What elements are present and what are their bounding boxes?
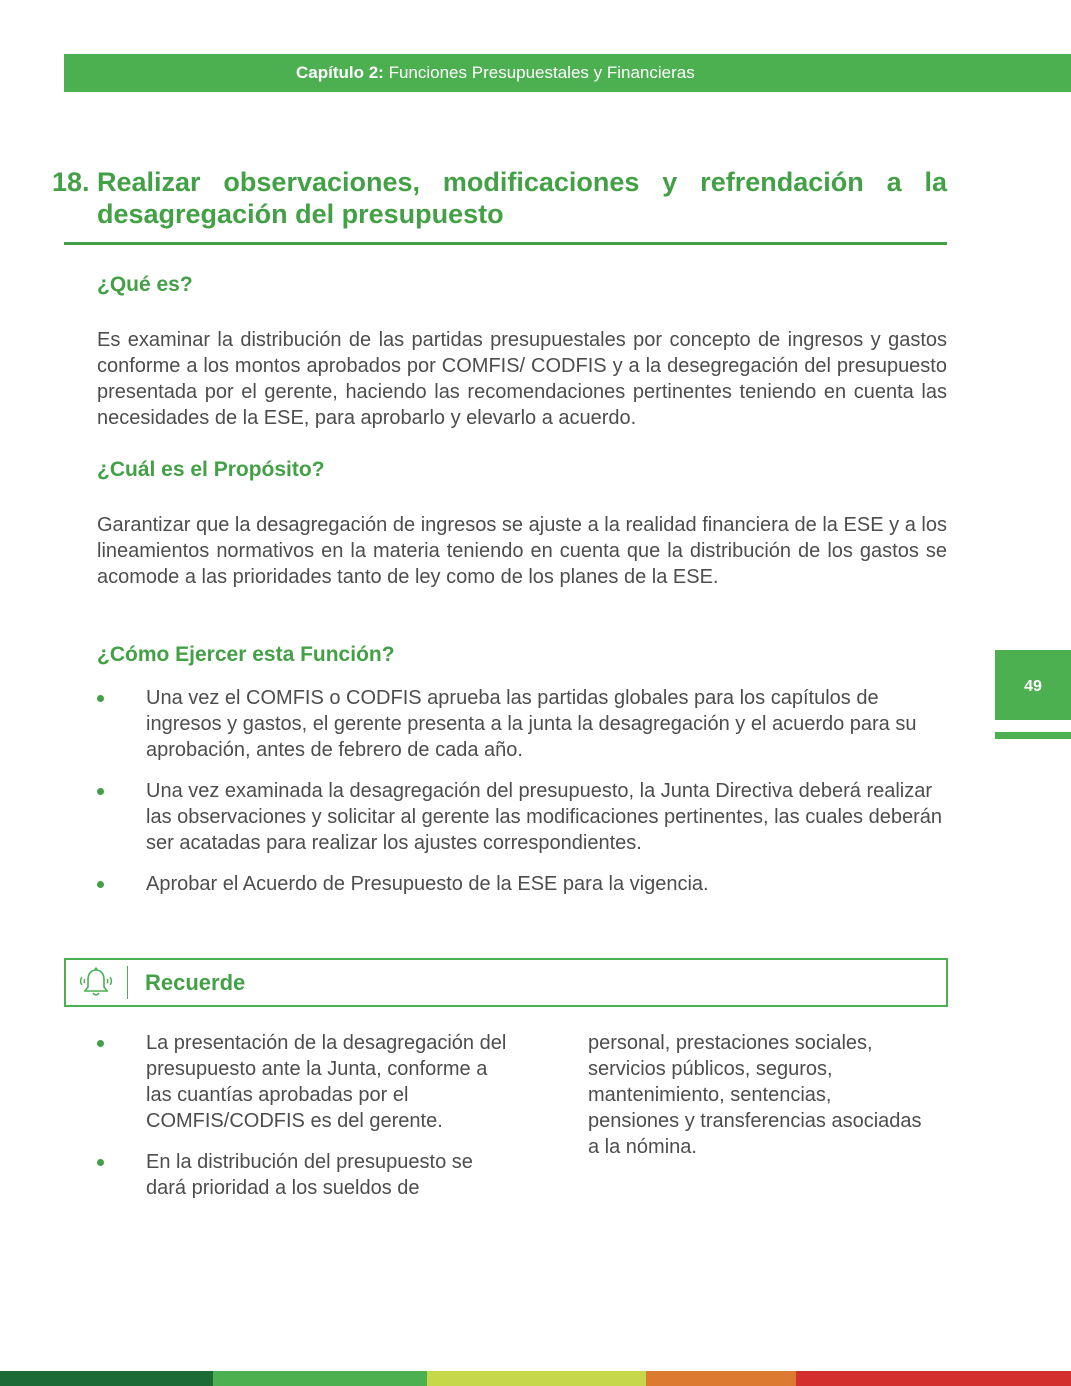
- footer-stripe-orange: [646, 1371, 796, 1386]
- que-es-paragraph: Es examinar la distribución de las partidas presupuestales por concepto de ingresos y gastos conforme a los montos aprobados por COMFIS/ CODFIS y a la desegregación del presupuesto presentada por el gerente, haciendo las recomendaciones pertinentes teniendo en cuenta las necesidades de la ESE, para aprobarlo y elevarlo a acuerdo.: [97, 329, 947, 429]
- list-item: Aprobar el Acuerdo de Presupuesto de la ESE para la vigencia.: [97, 871, 947, 897]
- chapter-title: Funciones Presupuestales y Financieras: [388, 63, 695, 82]
- footer-stripe-lime: [427, 1371, 646, 1386]
- bullet-icon: [97, 695, 104, 702]
- proposito-paragraph: Garantizar que la desagregación de ingresos se ajuste a la realidad financiera de la ESE y a los lineamientos normativos en la materia teniendo en cuenta que la distribución de los gastos se acomode a las prioridades tanto de ley como de los planes de la ESE.: [97, 514, 947, 588]
- list-item: En la distribución del presupuesto se dará prioridad a los sueldos de: [97, 1149, 517, 1201]
- recuerde-bullet-list: [97, 1030, 517, 1216]
- recuerde-label: Recuerde: [145, 970, 246, 995]
- como-heading: ¿Cómo Ejercer esta Función?: [97, 643, 395, 666]
- page-number-tab: [995, 650, 1071, 720]
- list-item: Una vez el COMFIS o CODFIS aprueba las partidas globales para los capítulos de ingresos y gastos, el gerente presenta a la junta la desagregación y el acuerdo para su aprobación, antes de febrero de cada año.: [97, 685, 947, 763]
- como-bullet-list: [97, 685, 947, 912]
- chapter-header-bar: [64, 54, 1071, 92]
- footer-stripe-green: [213, 1371, 427, 1386]
- bullet-icon: [97, 1040, 104, 1047]
- chapter-label: Capítulo 2:: [296, 63, 384, 82]
- title-divider: [64, 242, 947, 245]
- footer-stripe-red: [796, 1371, 1071, 1386]
- recuerde-continuation: personal, prestaciones sociales, servicios públicos, seguros, mantenimiento, sentencias, pensiones y transferencias asociadas a la nómina.: [588, 1032, 922, 1158]
- page-tab-underline: [995, 732, 1071, 739]
- section-title-text: Realizar observaciones, modificaciones y refrendación a la desagregación del presupuesto: [97, 167, 947, 229]
- page-number: 49: [1024, 678, 1042, 695]
- bullet-icon: [97, 1159, 104, 1166]
- section-number: 18.: [52, 167, 90, 197]
- list-item: Una vez examinada la desagregación del presupuesto, la Junta Directiva deberá realizar las observaciones y solicitar al gerente las modificaciones pertinentes, las cuales deberán ser acatadas para realizar los ajustes correspondientes.: [97, 778, 947, 856]
- footer-color-stripes: [0, 1371, 1071, 1386]
- proposito-heading: ¿Cuál es el Propósito?: [97, 458, 325, 481]
- bullet-icon: [97, 788, 104, 795]
- recuerde-separator: [127, 966, 128, 999]
- list-item: La presentación de la desagregación del presupuesto ante la Junta, conforme a las cuantías aprobadas por el COMFIS/CODFIS es del gerente.: [97, 1030, 517, 1134]
- recuerde-box: [64, 958, 948, 1007]
- que-es-heading: ¿Qué es?: [97, 273, 193, 296]
- footer-stripe-dark-green: [0, 1371, 213, 1386]
- bullet-icon: [97, 881, 104, 888]
- bell-icon: [78, 966, 114, 1000]
